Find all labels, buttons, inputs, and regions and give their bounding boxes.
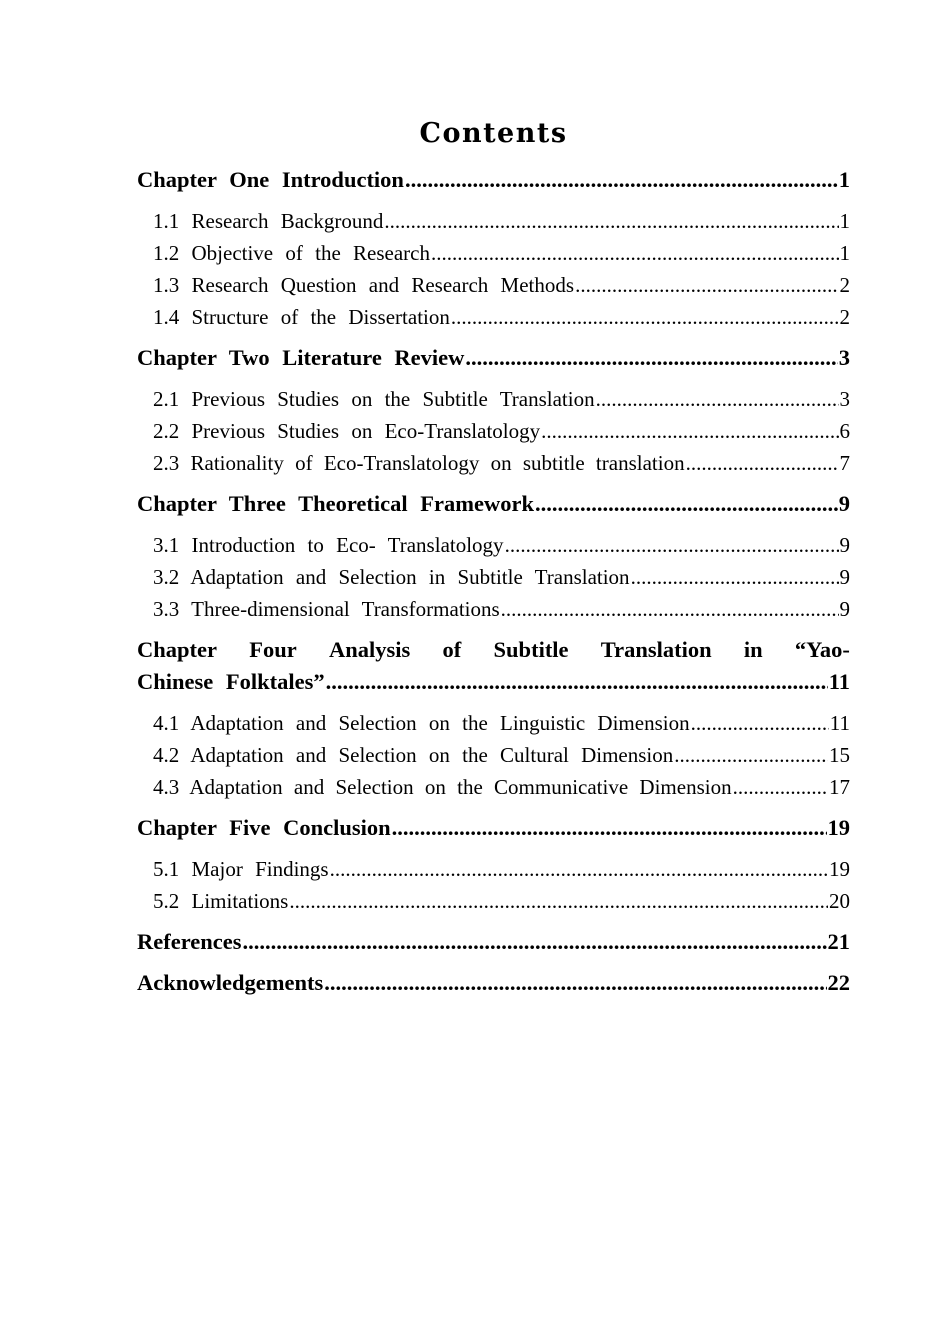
dot-leader <box>575 269 838 301</box>
toc-entry-label: 4.3 Adaptation and Selection on the Communicative Dimension <box>153 775 732 799</box>
toc-entry-section-2-3[interactable] <box>137 447 850 479</box>
toc-page-number: 11 <box>829 711 850 735</box>
toc-entry-label: 2.2 Previous Studies on Eco-Translatology <box>153 419 541 443</box>
toc-page-number: 19 <box>829 857 850 881</box>
dot-leader <box>465 342 837 374</box>
table-of-contents <box>137 112 850 1008</box>
dot-leader <box>451 301 839 333</box>
toc-page-number: 3 <box>838 345 850 370</box>
toc-entry-chapter-two[interactable] <box>137 342 850 374</box>
toc-entry-section-4-1[interactable] <box>137 707 850 739</box>
toc-page-number: 19 <box>827 815 850 840</box>
toc-entry-chapter-five[interactable] <box>137 812 850 844</box>
dot-leader <box>384 205 838 237</box>
dot-leader <box>324 967 826 999</box>
toc-page-number: 1 <box>839 241 850 265</box>
dot-leader <box>691 707 829 739</box>
toc-entry-label: Chinese Folktales” <box>137 669 325 694</box>
toc-entry-section-5-1[interactable] <box>137 853 850 885</box>
toc-entry-section-1-1[interactable] <box>137 205 850 237</box>
toc-entry-label: Acknowledgements <box>137 970 324 995</box>
toc-word: Chapter <box>137 637 217 662</box>
toc-word: Translation <box>600 637 712 662</box>
toc-entry-section-3-3[interactable] <box>137 593 850 625</box>
toc-entry-references[interactable] <box>137 926 850 958</box>
toc-page-number: 9 <box>839 565 850 589</box>
dot-leader <box>392 812 827 844</box>
toc-word: Subtitle <box>493 637 569 662</box>
toc-entry-label-line-1 <box>137 634 850 666</box>
toc-page-number: 9 <box>839 533 850 557</box>
toc-entry-section-1-2[interactable] <box>137 237 850 269</box>
toc-word: Analysis <box>329 637 411 662</box>
toc-word: in <box>743 637 763 662</box>
toc-entry-section-1-3[interactable] <box>137 269 850 301</box>
toc-page-number: 7 <box>839 451 850 475</box>
toc-entry-label-line-2 <box>137 666 850 698</box>
toc-entry-label: Chapter One Introduction <box>137 167 404 192</box>
toc-entry-section-4-2[interactable] <box>137 739 850 771</box>
toc-entry-label: 5.2 Limitations <box>153 889 289 913</box>
toc-entry-chapter-four[interactable] <box>137 634 850 698</box>
toc-entry-label: 3.2 Adaptation and Selection in Subtitle Translation <box>153 565 630 589</box>
dot-leader <box>431 237 839 269</box>
toc-entry-label: 5.1 Major Findings <box>153 857 329 881</box>
dot-leader <box>289 885 828 917</box>
dot-leader <box>243 926 827 958</box>
dot-leader <box>686 447 839 479</box>
toc-page-number: 2 <box>839 305 850 329</box>
toc-entry-label: 1.3 Research Question and Research Methods <box>153 273 575 297</box>
toc-page-number: 1 <box>838 167 850 192</box>
dot-leader <box>501 593 839 625</box>
dot-leader <box>326 666 828 698</box>
toc-page-number: 2 <box>839 273 850 297</box>
toc-page-number: 6 <box>839 419 850 443</box>
dot-leader <box>596 383 839 415</box>
toc-page-number: 21 <box>827 929 850 954</box>
dot-leader <box>405 164 838 196</box>
dot-leader <box>535 488 838 520</box>
dot-leader <box>674 739 828 771</box>
toc-entry-chapter-three[interactable] <box>137 488 850 520</box>
toc-entry-label: 3.1 Introduction to Eco- Translatology <box>153 533 504 557</box>
toc-entry-acknowledgements[interactable] <box>137 967 850 999</box>
toc-entry-label: 1.4 Structure of the Dissertation <box>153 305 450 329</box>
toc-entry-section-1-4[interactable] <box>137 301 850 333</box>
toc-entry-section-2-1[interactable] <box>137 383 850 415</box>
toc-entry-label: 1.2 Objective of the Research <box>153 241 430 265</box>
toc-page-number: 11 <box>828 669 850 694</box>
dot-leader <box>330 853 828 885</box>
toc-entry-label: 2.3 Rationality of Eco-Translatology on subtitle translation <box>153 451 685 475</box>
toc-word: “Yao- <box>794 637 850 662</box>
toc-entry-section-3-1[interactable] <box>137 529 850 561</box>
toc-entry-chapter-one[interactable] <box>137 164 850 196</box>
toc-entry-section-2-2[interactable] <box>137 415 850 447</box>
toc-page-number: 17 <box>829 775 850 799</box>
toc-page-number: 1 <box>839 209 850 233</box>
toc-entry-label: Chapter Five Conclusion <box>137 815 391 840</box>
toc-entry-label: Chapter Three Theoretical Framework <box>137 491 534 516</box>
toc-entry-label: 2.1 Previous Studies on the Subtitle Translation <box>153 387 595 411</box>
toc-entry-section-5-2[interactable] <box>137 885 850 917</box>
toc-page-number: 9 <box>838 491 850 516</box>
toc-page-number: 15 <box>829 743 850 767</box>
toc-entry-label: 1.1 Research Background <box>153 209 384 233</box>
toc-entry-label: References <box>137 929 242 954</box>
toc-page-number: 3 <box>839 387 850 411</box>
dot-leader <box>541 415 838 447</box>
toc-entry-section-4-3[interactable] <box>137 771 850 803</box>
toc-word: of <box>442 637 462 662</box>
toc-entry-section-3-2[interactable] <box>137 561 850 593</box>
toc-page-number: 20 <box>829 889 850 913</box>
dot-leader <box>631 561 839 593</box>
toc-page-number: 22 <box>827 970 850 995</box>
toc-entry-label: 4.2 Adaptation and Selection on the Cultural Dimension <box>153 743 674 767</box>
toc-entry-label: Chapter Two Literature Review <box>137 345 465 370</box>
toc-word: Four <box>249 637 297 662</box>
toc-entry-label: 4.1 Adaptation and Selection on the Linguistic Dimension <box>153 711 690 735</box>
dot-leader <box>733 771 828 803</box>
toc-page-number: 9 <box>839 597 850 621</box>
dot-leader <box>505 529 839 561</box>
toc-entry-label: 3.3 Three-dimensional Transformations <box>153 597 500 621</box>
page-title: Contents <box>419 118 568 149</box>
